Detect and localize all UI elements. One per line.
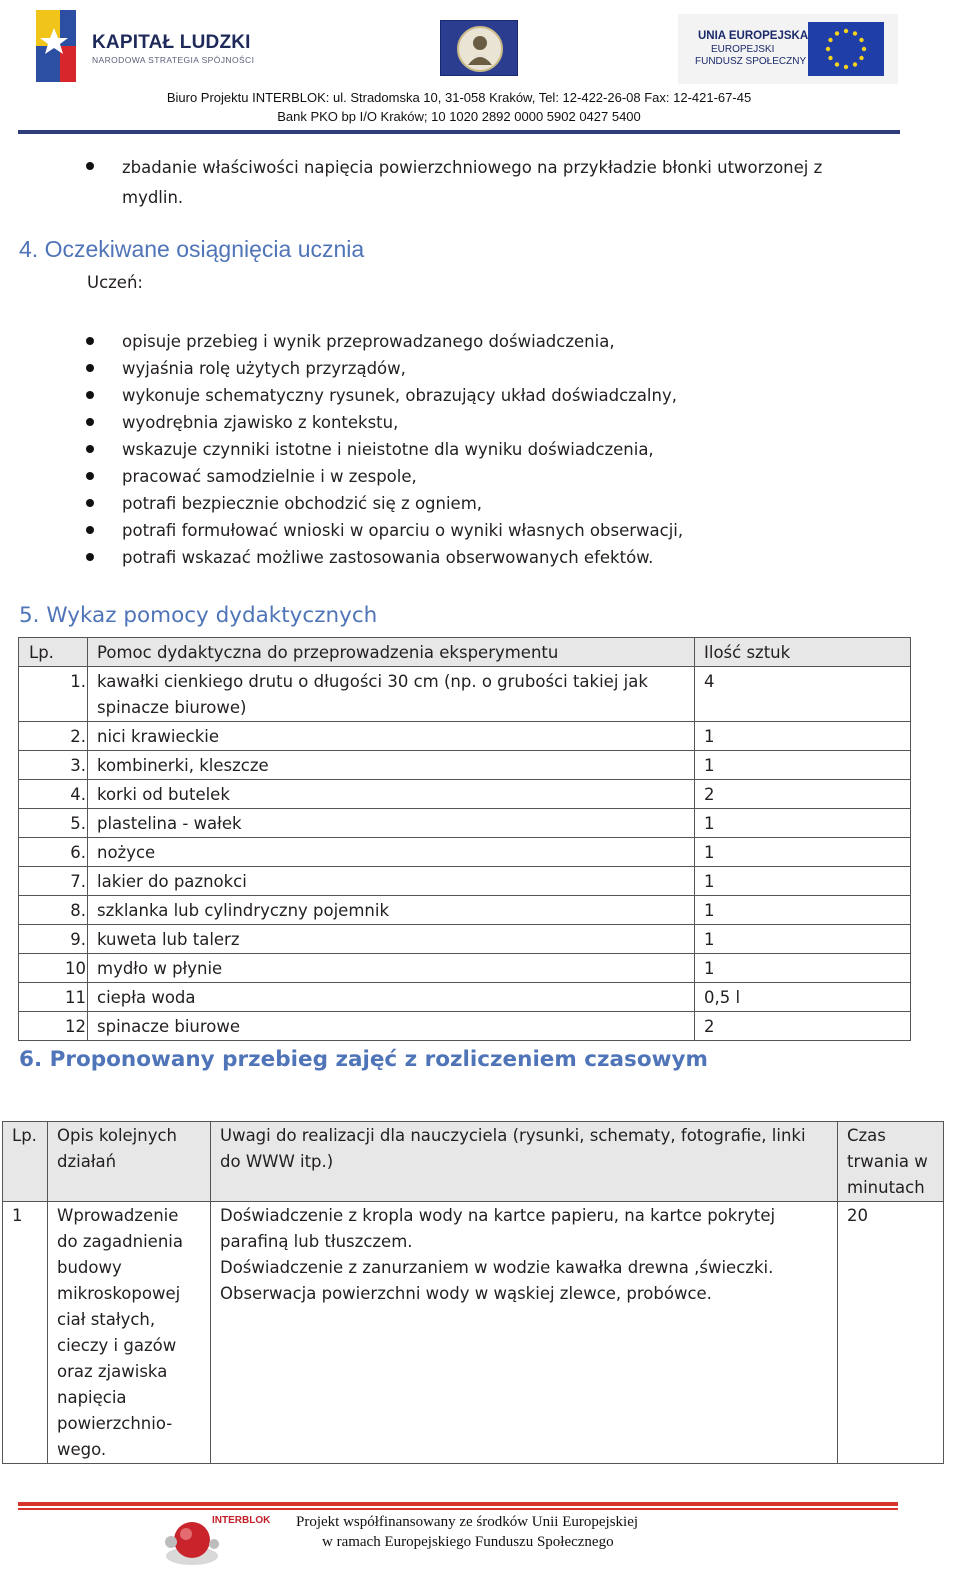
cell-time: 20 [838, 1202, 944, 1464]
table-row [19, 925, 911, 954]
page-header [0, 0, 960, 136]
cell-qty: 1 [695, 867, 911, 896]
eu-logo-line2: EUROPEJSKI [711, 44, 775, 55]
outcomes-list [0, 328, 683, 571]
list-item-continuation: mydlin. [122, 188, 184, 207]
table-row [19, 1012, 911, 1041]
project-address: Biuro Projektu INTERBLOK: ul. Stradomska 10, 31-058 Kraków, Tel: 12-422-26-08 Fax: 12-421-67-45 [166, 90, 752, 105]
eu-logo-line3: FUNDUSZ SPOŁECZNY [695, 56, 807, 67]
eu-logo-line1: UNIA EUROPEJSKA [698, 30, 809, 42]
cell-lp: 3. [19, 751, 88, 780]
list-item: wyodrębnia zjawisko z kontekstu, [0, 409, 683, 436]
column-header-time: Czas trwania w minutach [838, 1122, 944, 1202]
cell-lp: 10 [19, 954, 88, 983]
list-item: wyjaśnia rolę użytych przyrządów, [0, 355, 683, 382]
cell-lp: 8. [19, 896, 88, 925]
cell-lp: 1. [19, 667, 88, 722]
teaching-aids-table [18, 637, 911, 1041]
table-row [19, 867, 911, 896]
cell-qty: 4 [695, 667, 911, 722]
kapital-ludzki-title: KAPITAŁ LUDZKI [92, 32, 251, 53]
cell-item: kombinerki, kleszcze [88, 751, 695, 780]
cell-lp: 9. [19, 925, 88, 954]
table-row [19, 838, 911, 867]
cell-qty: 0,5 l [695, 983, 911, 1012]
list-item: pracować samodzielnie i w zespole, [0, 463, 683, 490]
kapital-ludzki-logo [30, 6, 270, 82]
note-line: Doświadczenie z zanurzaniem w wodzie kawałka drewna ,świeczki. [220, 1258, 774, 1277]
interblok-logo-text: INTERBLOK [212, 1515, 271, 1526]
cell-lp: 5. [19, 809, 88, 838]
cell-notes [211, 1202, 838, 1464]
cell-qty: 2 [695, 1012, 911, 1041]
table-row [19, 751, 911, 780]
cell-lp: 12 [19, 1012, 88, 1041]
university-emblem-logo [440, 20, 518, 76]
cell-qty: 1 [695, 751, 911, 780]
footer-divider-thin [18, 1508, 898, 1510]
table-row [19, 954, 911, 983]
cell-lp: 2. [19, 722, 88, 751]
table-row [19, 896, 911, 925]
cell-item: nici krawieckie [88, 722, 695, 751]
list-item: opisuje przebieg i wynik przeprowadzanego doświadczenia, [0, 328, 683, 355]
cell-item: korki od butelek [88, 780, 695, 809]
eu-efs-logo [678, 14, 898, 84]
lesson-plan-table [2, 1121, 944, 1464]
cell-item: szklanka lub cylindryczny pojemnik [88, 896, 695, 925]
table-row [19, 983, 911, 1012]
cell-item: kawałki cienkiego drutu o długości 30 cm (np. o grubości takiej jak spinacze biurowe) [88, 667, 695, 722]
cell-item: spinacze biurowe [88, 1012, 695, 1041]
note-line: Doświadczenie z kropla wody na kartce papieru, na kartce pokrytej parafiną lub tłuszczem. [220, 1206, 776, 1251]
list-item: wykonuje schematyczny rysunek, obrazujący układ doświadczalny, [0, 382, 683, 409]
cell-item: ciepła woda [88, 983, 695, 1012]
section-6-heading: 6. Proponowany przebieg zajęć z rozliczeniem czasowym [19, 1047, 708, 1072]
cell-item: mydło w płynie [88, 954, 695, 983]
table-row [19, 809, 911, 838]
column-header-actions: Opis kolejnych działań [48, 1122, 211, 1202]
column-header-notes: Uwagi do realizacji dla nauczyciela (rysunki, schematy, fotografie, linki do WWW itp.) [211, 1122, 838, 1202]
cell-qty: 1 [695, 954, 911, 983]
cell-qty: 1 [695, 809, 911, 838]
bank-account: Bank PKO bp I/O Kraków; 10 1020 2892 0000 5902 0427 5400 [277, 109, 641, 124]
cell-item: plastelina - wałek [88, 809, 695, 838]
list-item: zbadanie właściwości napięcia powierzchniowego na przykładzie błonki utworzonej z [0, 153, 822, 183]
cell-lp: 1 [3, 1202, 48, 1464]
footer-cofinancing-line1: Projekt współfinansowany ze środków Unii Europejskiej [296, 1514, 639, 1530]
cell-qty: 2 [695, 780, 911, 809]
section-4-heading: 4. Oczekiwane osiągnięcia ucznia [19, 236, 365, 262]
cell-qty: 1 [695, 925, 911, 954]
eu-flag-icon [808, 22, 884, 76]
column-header-lp: Lp. [3, 1122, 48, 1202]
cell-lp: 4. [19, 780, 88, 809]
top-bullet-list [0, 153, 822, 183]
table-row [19, 667, 911, 722]
kapital-ludzki-emblem-icon [30, 6, 92, 82]
list-item: wskazuje czynniki istotne i nieistotne dla wyniku doświadczenia, [0, 436, 683, 463]
cell-action: Wprowadzenie do zagadnienia budowy mikroskopowej ciał stałych, cieczy i gazów oraz zjawiska napięcia powierzchnio-wego. [48, 1202, 211, 1464]
section-5-heading: 5. Wykaz pomocy dydaktycznych [19, 603, 378, 628]
cell-qty: 1 [695, 838, 911, 867]
column-header-qty: Ilość sztuk [695, 638, 911, 667]
table-header-row [19, 638, 911, 667]
list-item: potrafi formułować wnioski w oparciu o wyniki własnych obserwacji, [0, 517, 683, 544]
table-row [19, 722, 911, 751]
column-header-lp: Lp. [19, 638, 88, 667]
list-item: potrafi bezpiecznie obchodzić się z ogniem, [0, 490, 683, 517]
table-row [3, 1202, 944, 1464]
footer-cofinancing-line2: w ramach Europejskiego Funduszu Społecznego [322, 1534, 614, 1550]
column-header-item: Pomoc dydaktyczna do przeprowadzenia eksperymentu [88, 638, 695, 667]
cell-item: kuweta lub talerz [88, 925, 695, 954]
footer-divider [18, 1502, 898, 1506]
table-header-row [3, 1122, 944, 1202]
kapital-ludzki-subtitle: NARODOWA STRATEGIA SPÓJNOŚCI [92, 55, 255, 65]
cell-lp: 11 [19, 983, 88, 1012]
cell-qty: 1 [695, 896, 911, 925]
cell-item: lakier do paznokci [88, 867, 695, 896]
cell-qty: 1 [695, 722, 911, 751]
cell-item: nożyce [88, 838, 695, 867]
table-row [19, 780, 911, 809]
portrait-emblem-icon [441, 21, 519, 77]
section-4-intro: Uczeń: [87, 273, 143, 292]
note-line: Obserwacja powierzchni wody w wąskiej zlewce, probówce. [220, 1284, 712, 1303]
header-divider [18, 130, 900, 134]
list-item: potrafi wskazać możliwe zastosowania obserwowanych efektów. [0, 544, 683, 571]
cell-lp: 6. [19, 838, 88, 867]
cell-lp: 7. [19, 867, 88, 896]
